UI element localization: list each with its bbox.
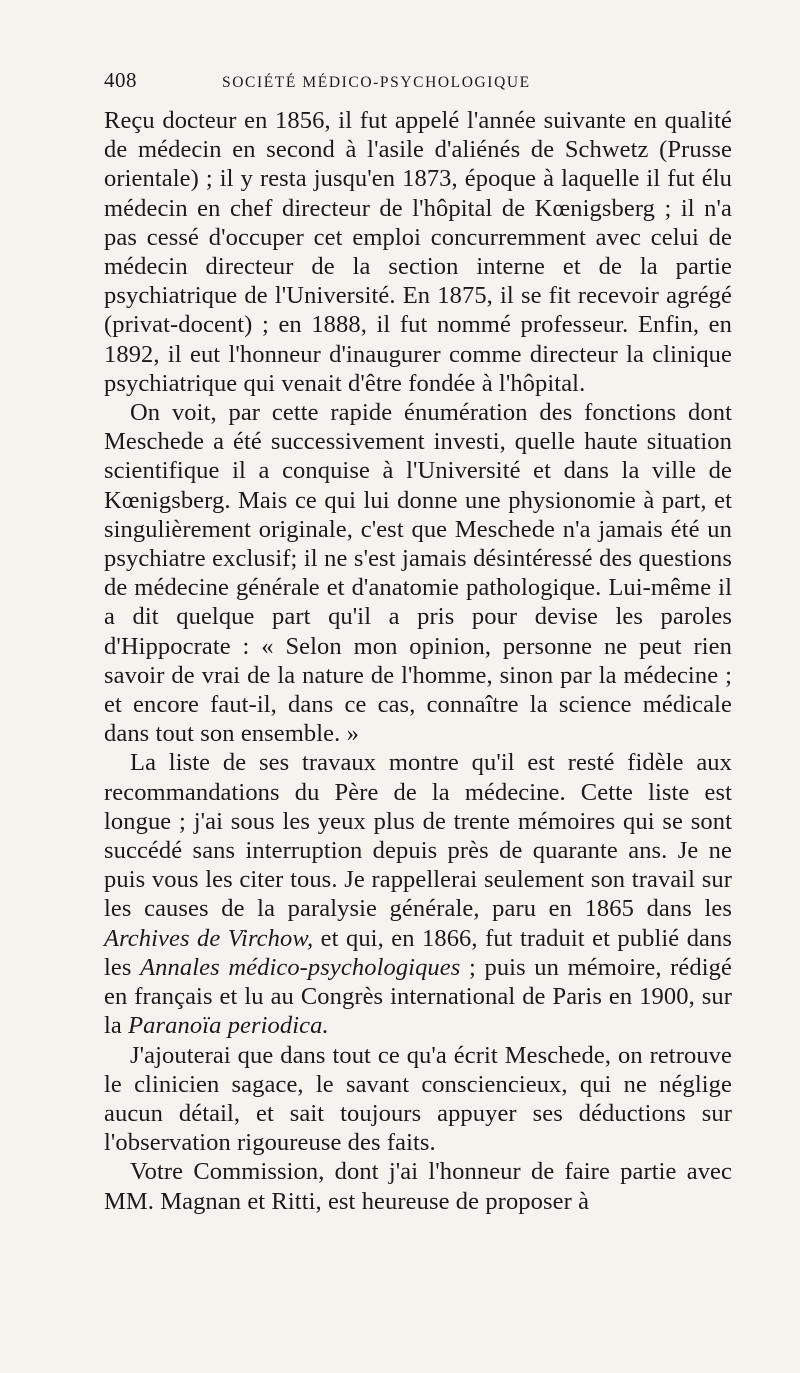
paragraph: On voit, par cette rapide énumération des fonctions dont Meschede a été successivement investi, quelle haute situation scientifique il a conquise à l'Université et dans la ville de Kœnigsberg. Mais ce qui lui donne une physionomie à part, et singulièrement originale, c'est que Meschede n'a jamais été un psychiatre exclusif; il ne s'est jamais désintéressé des questions de médecine générale et d'anatomie pathologique. Lui-même il a dit quelque part qu'il a pris pour devise les paroles d'Hippocrate : « Selon mon opinion, personne ne peut rien savoir de vrai de la nature de l'homme, sinon par la médecine ; et encore faut-il, dans ce cas, connaître la science médicale dans tout son ensemble. » bbox=[104, 399, 732, 748]
running-head bbox=[104, 68, 732, 102]
running-head-title: SOCIÉTÉ MÉDICO-PSYCHOLOGIQUE bbox=[222, 74, 531, 91]
paragraph-text: ; puis un mémoire, rédigé en français et lu au Congrès international de Paris en 1900, sur la bbox=[104, 953, 732, 1040]
paragraph: Votre Commission, dont j'ai l'honneur de faire partie avec MM. Magnan et Ritti, est heureuse de proposer à bbox=[104, 1158, 732, 1215]
body-text bbox=[104, 106, 732, 1216]
paragraph-text: et qui, en 1866, fut traduit et publié dans les bbox=[104, 924, 733, 981]
journal-title: Archives de Virchow, bbox=[104, 924, 314, 952]
journal-title: Annales médico-psychologiques bbox=[140, 953, 461, 981]
work-title: Paranoïa periodica. bbox=[128, 1012, 329, 1040]
paragraph bbox=[104, 748, 732, 1040]
page-number: 408 bbox=[104, 68, 137, 92]
paragraph-text: La liste de ses travaux montre qu'il est resté fidèle aux recommandations du Père de la médecine. Cette liste est longue ; j'ai sous les yeux plus de trente mémoires qui se sont succédé sans interruption depuis près de quarante ans. Je ne puis vous les citer tous. Je rappellerai seulement son travail sur les causes de la paralysie générale, paru en 1865 dans les bbox=[104, 749, 732, 923]
paragraph: Reçu docteur en 1856, il fut appelé l'année suivante en qualité de médecin en second à l'asile d'aliénés de Schwetz (Prusse orientale) ; il y resta jusqu'en 1873, époque à laquelle il fut élu médecin en chef directeur de l'hôpital de Kœnigsberg ; il n'a pas cessé d'occuper cet emploi concurremment avec celui de médecin directeur de la section interne et de la partie psychiatrique de l'Université. En 1875, il se fit recevoir agrégé (privat-docent) ; en 1888, il fut nommé professeur. Enfin, en 1892, il eut l'honneur d'inaugurer comme directeur la clinique psychiatrique qui venait d'être fondée à l'hôpital. bbox=[104, 107, 732, 397]
paragraph: J'ajouterai que dans tout ce qu'a écrit Meschede, on retrouve le clinicien sagace, le savant consciencieux, qui ne néglige aucun détail, et sait toujours appuyer ses déductions sur l'observation rigoureuse des faits. bbox=[104, 1041, 732, 1157]
